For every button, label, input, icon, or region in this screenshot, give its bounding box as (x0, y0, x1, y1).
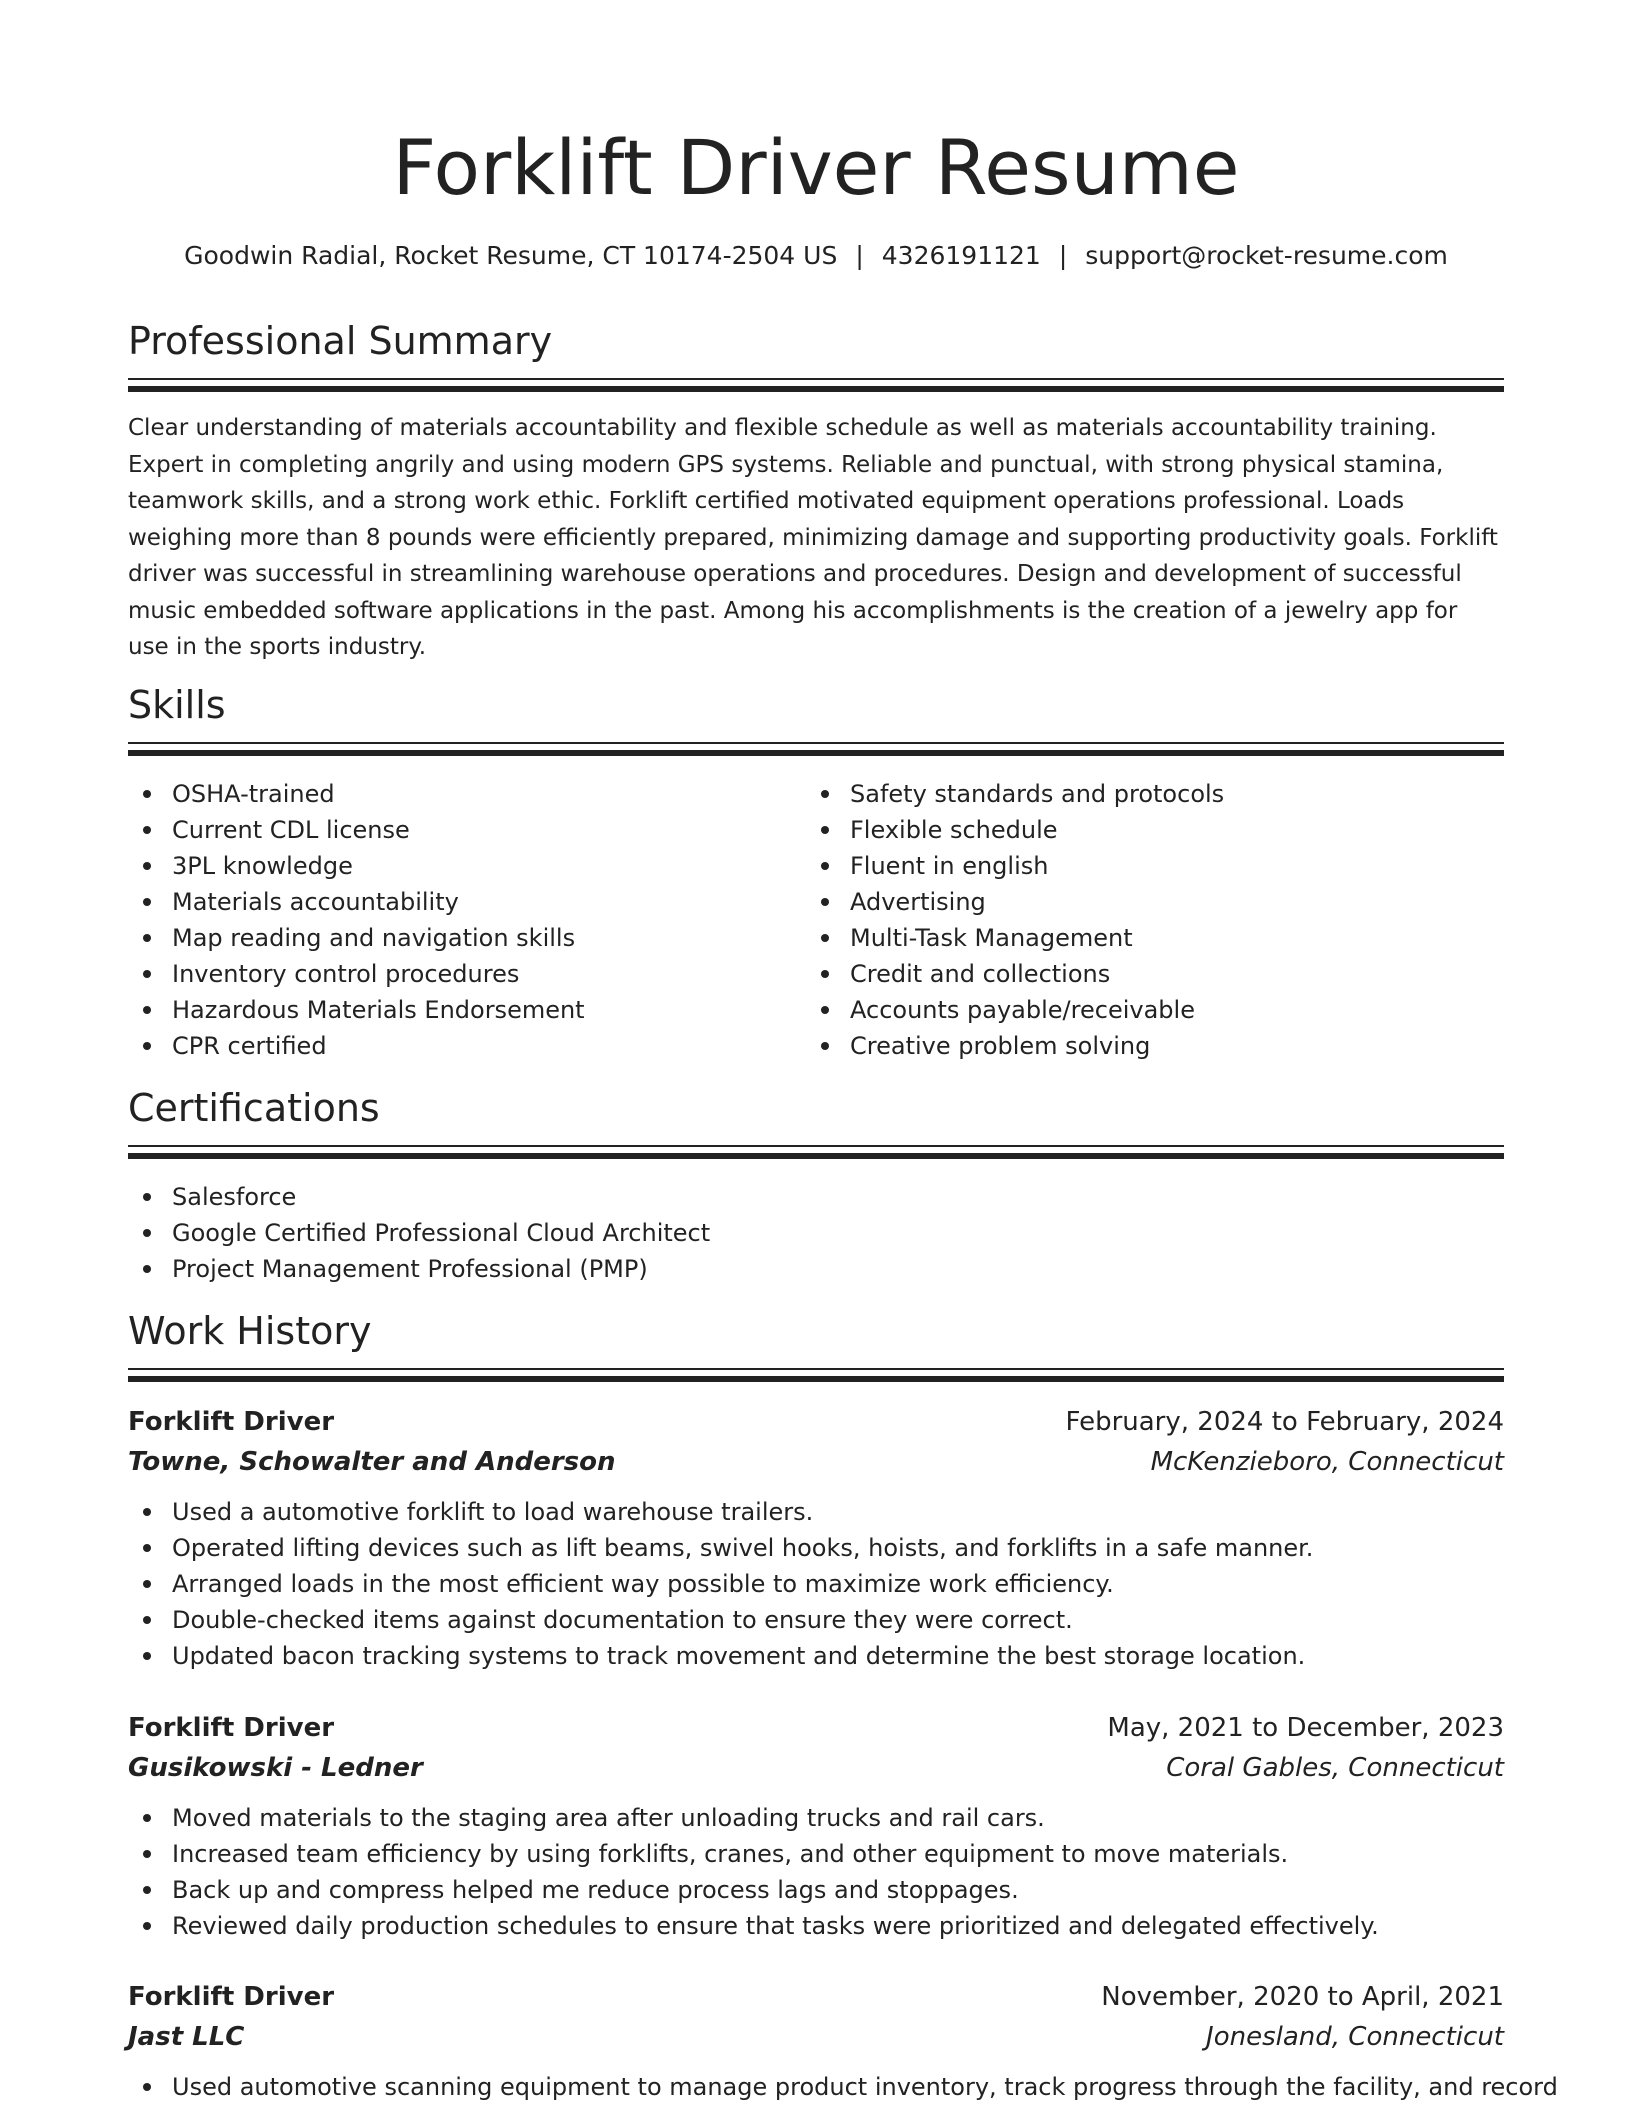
section-divider-thick (128, 386, 1504, 392)
contact-address: Goodwin Radial, Rocket Resume, CT 10174-2504 US (184, 241, 838, 270)
job-dates: November, 2020 to April, 2021 (1101, 1982, 1504, 2012)
contact-separator: | (855, 241, 864, 270)
job-bullet: Arranged loads in the most efficient way possible to maximize work efficiency. (128, 1566, 1504, 1602)
job-bullet: Increased team efficiency by using forklifts, cranes, and other equipment to move materials. (128, 1836, 1504, 1872)
job-dates: February, 2024 to February, 2024 (1065, 1407, 1504, 1437)
section-divider (128, 1145, 1504, 1147)
job-entry (128, 1402, 1504, 1674)
job-bullet: Used automotive scanning equipment to manage product inventory, track progress through the facility, and record (128, 2069, 1504, 2105)
skill-item: Accounts payable/receivable (806, 992, 1484, 1028)
section-divider-thick (128, 1153, 1504, 1159)
skill-item: Hazardous Materials Endorsement (128, 992, 806, 1028)
skill-item: Map reading and navigation skills (128, 920, 806, 956)
section-divider (128, 378, 1504, 380)
skills-list-right (806, 776, 1484, 1064)
certifications-list (128, 1179, 1504, 1287)
skill-item: Safety standards and protocols (806, 776, 1484, 812)
job-subheader (128, 1442, 1504, 1482)
summary-text: Clear understanding of materials accountability and flexible schedule as well as materials accountability training. Expert in completing angrily and using modern GPS systems. Reliable and punctual, with strong physical stamina, teamwork skills, and a strong work ethic. Forklift certified motivated equipment operations professional. Loads weighing more than 8 pounds were efficiently prepared, minimizing damage and supporting productivity goals. Forklift driver was successful in streamlining warehouse operations and procedures. Design and development of successful music embedded software applications in the past. Among his accomplishments is the creation of a jewelry app for use in the sports industry. (128, 415, 1498, 660)
job-bullet: Operated lifting devices such as lift beams, swivel hooks, hoists, and forklifts in a safe manner. (128, 1530, 1504, 1566)
job-title: Forklift Driver (128, 1407, 335, 1437)
work-history-section (128, 1306, 1504, 1382)
job-bullets (128, 1800, 1504, 1944)
job-company: Towne, Schowalter and Anderson (128, 1447, 616, 1477)
skill-item: OSHA-trained (128, 776, 806, 812)
section-divider (128, 742, 1504, 744)
job-location: McKenzieboro, Connecticut (1150, 1447, 1504, 1477)
section-heading: Certifications (128, 1086, 380, 1130)
section-heading: Work History (128, 1309, 372, 1353)
job-subheader (128, 1748, 1504, 1788)
job-bullet: Used a automotive forklift to load warehouse trailers. (128, 1494, 1504, 1530)
contact-email: support@rocket-resume.com (1085, 241, 1448, 270)
section-divider-thick (128, 1376, 1504, 1382)
job-header (128, 1977, 1504, 2017)
skill-item: Credit and collections (806, 956, 1484, 992)
job-dates: May, 2021 to December, 2023 (1107, 1713, 1504, 1743)
job-subheader (128, 2017, 1504, 2057)
job-bullet: Reviewed daily production schedules to ensure that tasks were prioritized and delegated effectively. (128, 1908, 1504, 1944)
skill-item: 3PL knowledge (128, 848, 806, 884)
skill-item: Fluent in english (806, 848, 1484, 884)
section-heading: Skills (128, 683, 226, 727)
job-bullets (128, 1494, 1504, 1674)
skill-item: Multi-Task Management (806, 920, 1484, 956)
certification-item: Salesforce (128, 1179, 1504, 1215)
section-divider (128, 1368, 1504, 1370)
job-bullets (128, 2069, 1558, 2105)
job-location: Coral Gables, Connecticut (1166, 1753, 1504, 1783)
skill-item: Flexible schedule (806, 812, 1484, 848)
job-bullet: Double-checked items against documentation to ensure they were correct. (128, 1602, 1504, 1638)
contact-line (128, 238, 1504, 274)
skill-item: Creative problem solving (806, 1028, 1484, 1064)
contact-phone: 4326191121 (881, 241, 1041, 270)
certification-item: Project Management Professional (PMP) (128, 1251, 1504, 1287)
job-title: Forklift Driver (128, 1982, 335, 2012)
job-entry (128, 1977, 1558, 2105)
skill-item: Materials accountability (128, 884, 806, 920)
job-bullet: Moved materials to the staging area after unloading trucks and rail cars. (128, 1800, 1504, 1836)
resume-title: Forklift Driver Resume (392, 123, 1240, 212)
contact-separator: | (1058, 241, 1068, 270)
job-company: Jast LLC (128, 2022, 245, 2052)
section-divider-thick (128, 750, 1504, 756)
skills-list-left (128, 776, 806, 1064)
job-header (128, 1708, 1504, 1748)
job-location: Jonesland, Connecticut (1206, 2022, 1504, 2052)
job-header (128, 1402, 1504, 1442)
job-bullet: Updated bacon tracking systems to track movement and determine the best storage location. (128, 1638, 1504, 1674)
section-heading: Professional Summary (128, 319, 553, 363)
summary-section (128, 316, 1504, 666)
skill-item: Advertising (806, 884, 1484, 920)
job-company: Gusikowski - Ledner (128, 1753, 423, 1783)
skill-item: Current CDL license (128, 812, 806, 848)
job-entry (128, 1708, 1504, 1944)
job-bullet: Back up and compress helped me reduce process lags and stoppages. (128, 1872, 1504, 1908)
skill-item: Inventory control procedures (128, 956, 806, 992)
skills-section (128, 680, 1504, 1064)
certifications-section (128, 1083, 1504, 1287)
skill-item: CPR certified (128, 1028, 806, 1064)
skills-grid (128, 776, 1504, 1064)
job-title: Forklift Driver (128, 1713, 335, 1743)
certification-item: Google Certified Professional Cloud Architect (128, 1215, 1504, 1251)
